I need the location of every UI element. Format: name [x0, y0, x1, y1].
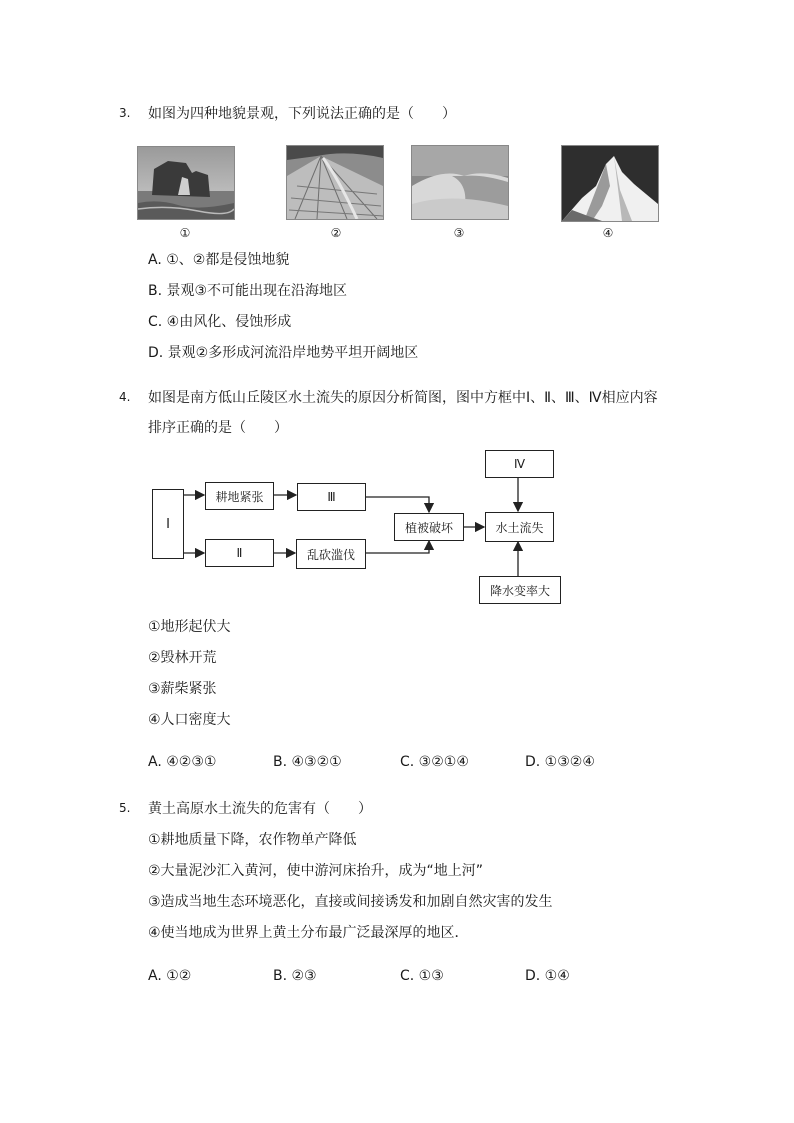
- box-iii: Ⅲ: [297, 483, 366, 511]
- q5-item-2: ②大量泥沙汇入黄河，使中游河床抬升，成为“地上河”: [148, 863, 484, 879]
- caption-3: ③: [453, 226, 465, 240]
- q4-choice-c: C. ③②①④: [400, 754, 469, 770]
- box-farmland-shortage: 耕地紧张: [205, 482, 274, 510]
- q3-option-c: C. ④由风化、侵蚀形成: [148, 314, 292, 330]
- caption-2: ②: [330, 226, 342, 240]
- box-vegetation-damage: 植被破坏: [394, 513, 464, 541]
- q5-choice-d: D. ①④: [525, 968, 570, 984]
- box-ii: Ⅱ: [205, 539, 274, 567]
- q4-number: 4.: [119, 390, 131, 404]
- q5-item-4: ④使当地成为世界上黄土分布最广泛最深厚的地区．: [148, 925, 469, 941]
- q5-number: 5.: [119, 801, 131, 815]
- q5-choice-b: B. ②③: [273, 968, 317, 984]
- caption-1: ①: [179, 226, 191, 240]
- q5-item-3: ③造成当地生态环境恶化，直接或间接诱发和加剧自然灾害的发生: [148, 894, 553, 910]
- q4-stem-line1: 如图是南方低山丘陵区水土流失的原因分析简图，图中方框中Ⅰ、Ⅱ、Ⅲ、Ⅳ相应内容: [148, 390, 658, 406]
- q4-choice-a: A. ④②③①: [148, 754, 217, 770]
- box-illegal-logging: 乱砍滥伐: [296, 539, 366, 569]
- q4-item-3: ③薪柴紧张: [148, 681, 217, 697]
- q4-stem-line2: 排序正确的是（ ）: [148, 420, 288, 436]
- q4-choice-d: D. ①③②④: [525, 754, 595, 770]
- q3-number: 3.: [119, 106, 131, 120]
- q4-choice-b: B. ④③②①: [273, 754, 342, 770]
- box-precipitation-variability: 降水变率大: [479, 576, 561, 604]
- q5-choice-a: A. ①②: [148, 968, 192, 984]
- q4-item-4: ④人口密度大: [148, 712, 231, 728]
- q3-option-b: B. 景观③不可能出现在沿海地区: [148, 283, 348, 299]
- q4-item-2: ②毁林开荒: [148, 650, 217, 666]
- box-soil-erosion: 水土流失: [485, 512, 554, 542]
- box-iv: Ⅳ: [485, 450, 554, 478]
- q3-option-d: D. 景观②多形成河流沿岸地势平坦开阔地区: [148, 345, 419, 361]
- q5-stem: 黄土高原水土流失的危害有（ ）: [148, 801, 372, 817]
- q5-choice-c: C. ①③: [400, 968, 444, 984]
- box-i: Ⅰ: [152, 489, 184, 559]
- q3-stem: 如图为四种地貌景观，下列说法正确的是（ ）: [148, 106, 456, 122]
- q5-item-1: ①耕地质量下降，农作物单产降低: [148, 832, 357, 848]
- q4-item-1: ①地形起伏大: [148, 619, 231, 635]
- caption-4: ④: [602, 226, 614, 240]
- q3-option-a: A. ①、②都是侵蚀地貌: [148, 252, 290, 268]
